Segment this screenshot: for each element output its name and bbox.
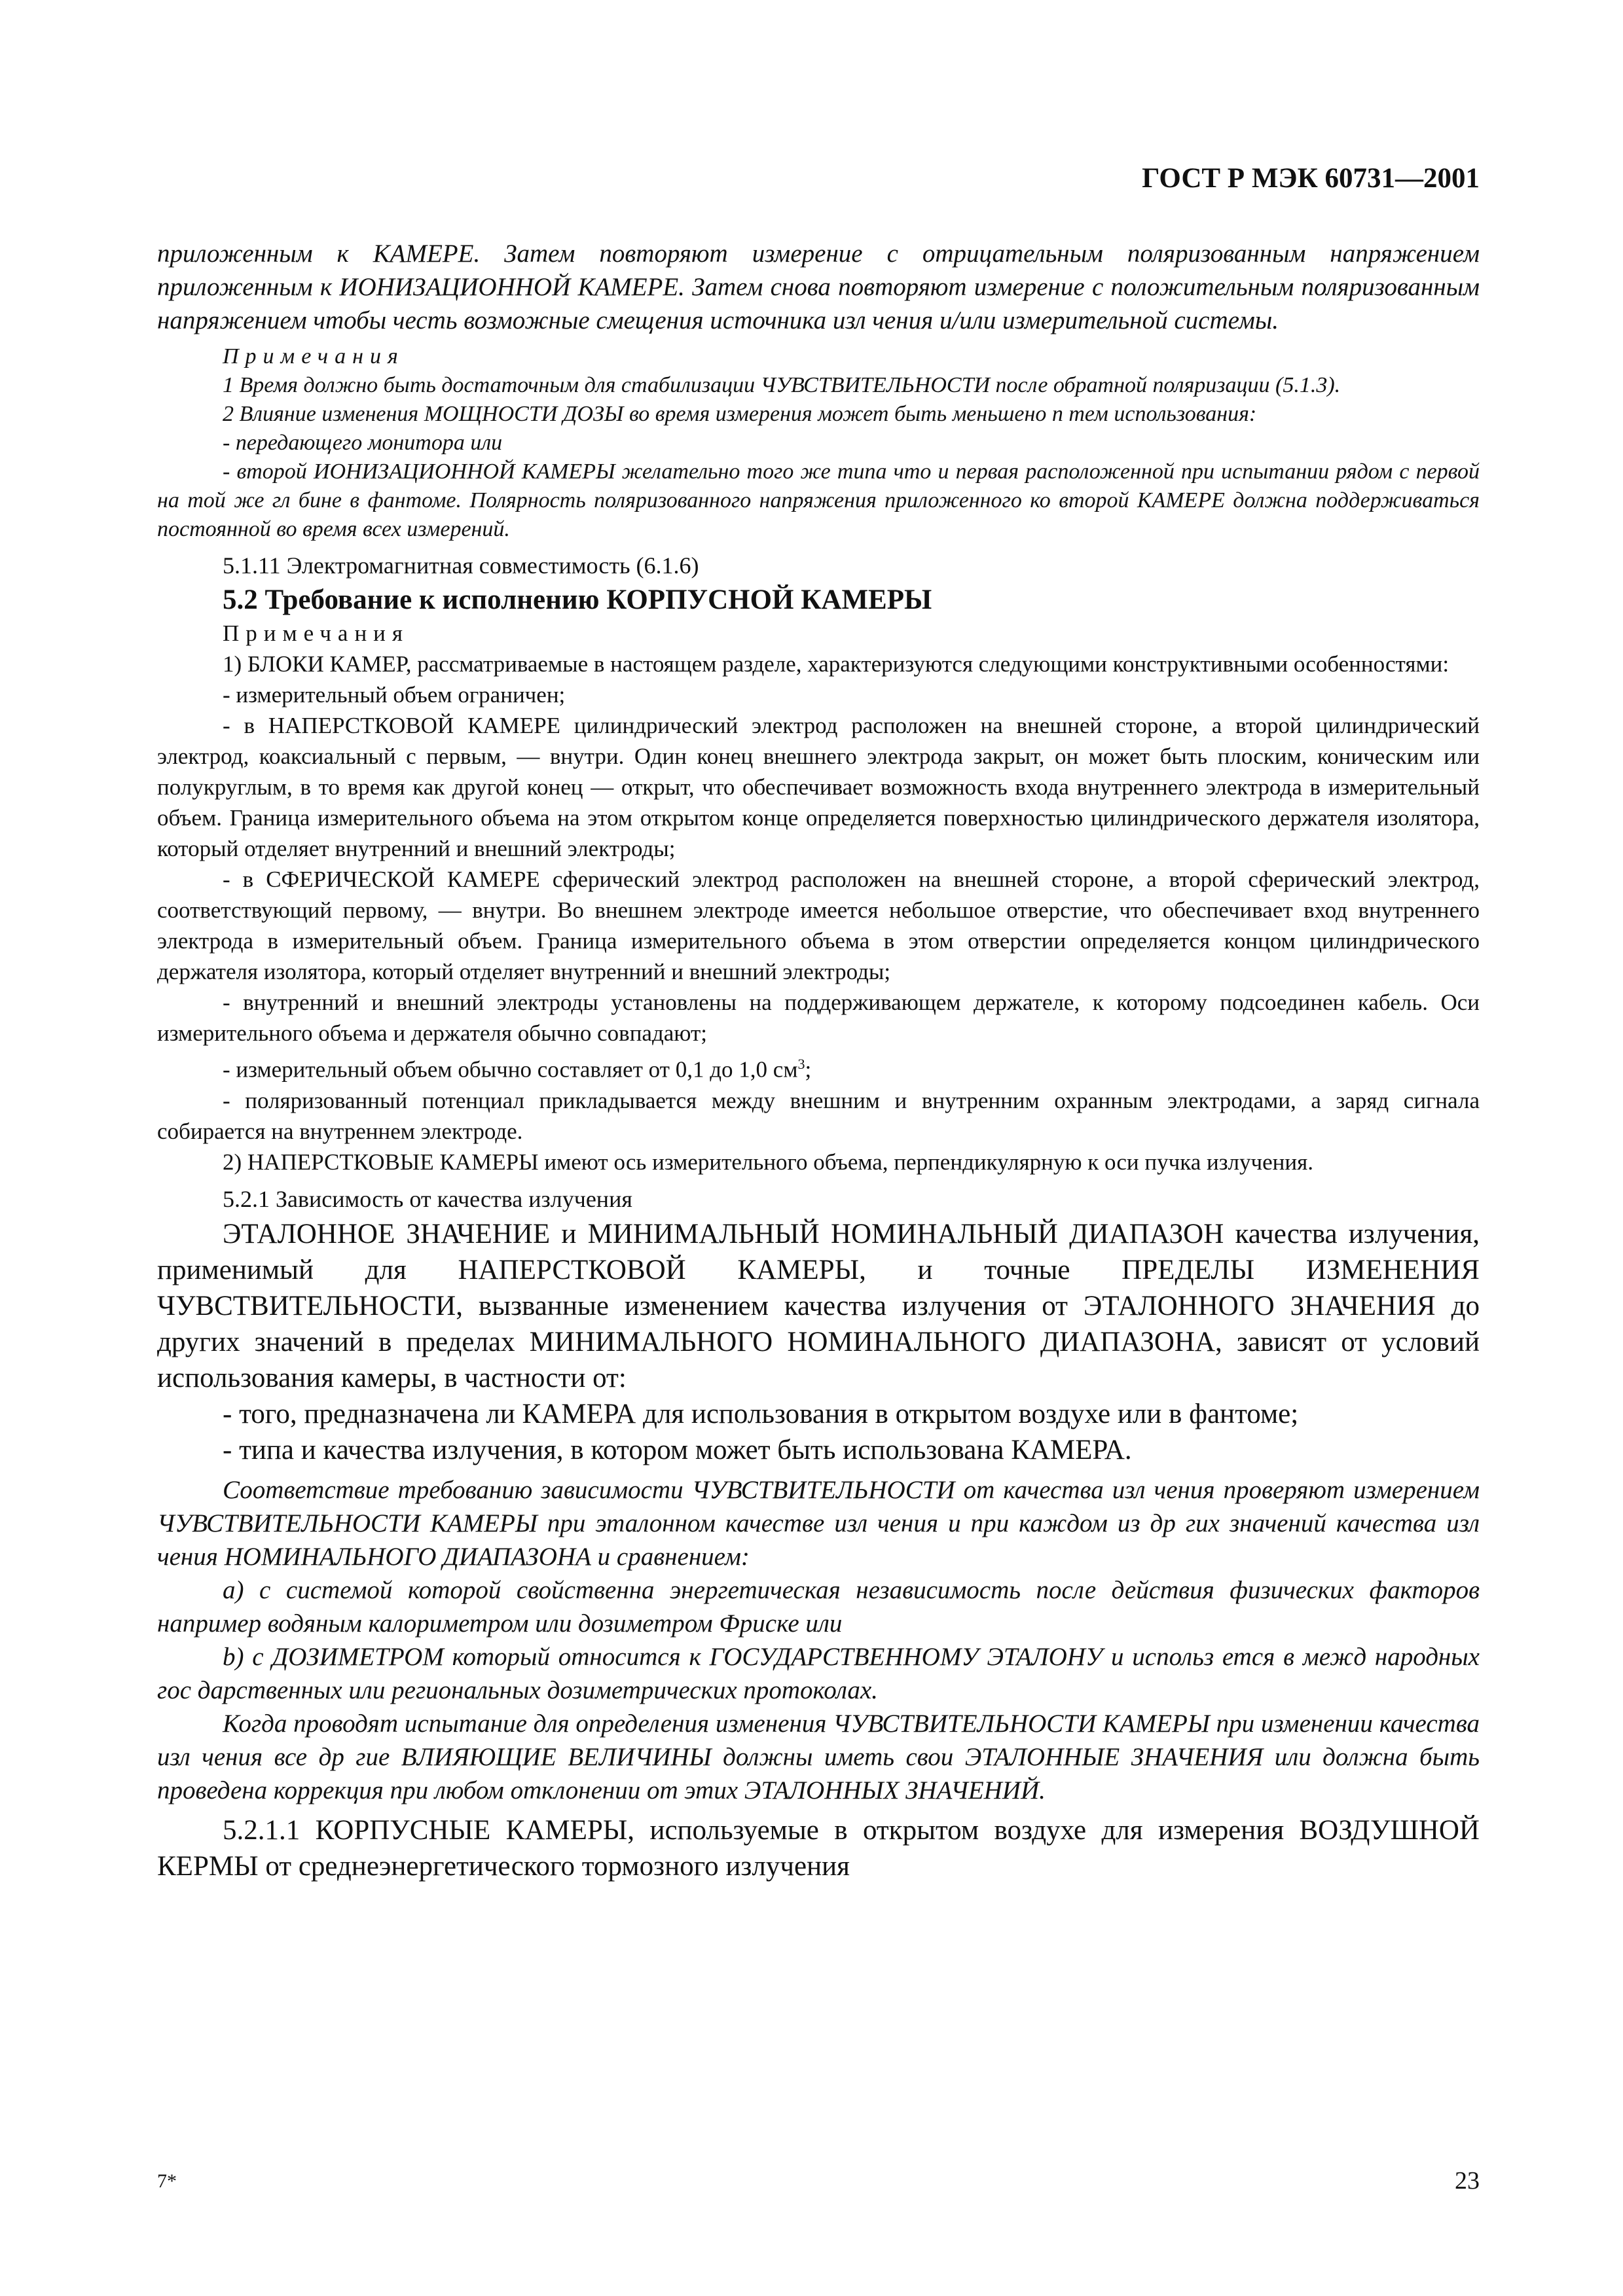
note-item-1-e [157,1049,1480,1085]
paragraph-reference-item-a: - того, предназначена ли КАМЕРА для использования в открытом воздухе или в фантоме; [223,1398,1299,1429]
paragraph-compliance: Соответствие требованию зависимости ЧУВСТВИТЕЛЬНОСТИ от качества изл чения проверяют измерением ЧУВСТВИТЕЛЬНОСТИ КАМЕРЫ при эталонном качестве изл чения и при каждом из др гих значений качества изл чения НОМИНАЛЬНОГО ДИАПАЗОНА и сравнением: [157,1475,1480,1571]
paragraph-reference-value: ЭТАЛОННОЕ ЗНАЧЕНИЕ и МИНИМАЛЬНЫЙ НОМИНАЛЬНЫЙ ДИАПАЗОН качества излучения, применимый для НАПЕРСТКОВОЙ КАМЕРЫ, и точные ПРЕДЕЛЫ ИЗМЕНЕНИЯ ЧУВСТВИТЕЛЬНОСТИ, вызванные изменением качества излучения от ЭТАЛОННОГО ЗНАЧЕНИЯ до других значений в пределах МИНИМАЛЬНОГО НОМИНАЛЬНОГО ДИАПАЗОНА, зависят от условий использования камеры, в частности от: [157,1218,1480,1393]
paragraph-compliance-a: a) с системой которой свойственна энергетическая независимость после действия физических факторов например водяным калориметром или дозиметром Фриске или [157,1575,1480,1638]
note-item-1-f: - поляризованный потенциал прикладывается между внешним и внутренним охранным электродами, а заряд сигнала собирается на внутреннем электроде. [157,1087,1480,1144]
note-item-1: 1) БЛОКИ КАМЕР, рассматриваемые в настоящем разделе, характеризуются следующими конструктивными особенностями: [223,651,1450,677]
note-item-2: 2) НАПЕРСТКОВЫЕ КАМЕРЫ имеют ось измерительного объема, перпендикулярную к оси пучка излучения. [223,1149,1313,1175]
document-body [157,237,1480,1884]
note-item-1-a: - измерительный объем ограничен; [223,682,566,708]
page-number: 23 [1455,2167,1480,2195]
section-5-2-1: 5.2.1 Зависимость от качества излучения [223,1185,632,1212]
paragraph-compliance-b: b) с ДОЗИМЕТРОМ который относится к ГОСУДАРСТВЕННОМУ ЭТАЛОНУ и использ ется в межд народных гос дарственных или региональных дозиметрических протоколах. [157,1642,1480,1704]
paragraph-influence: Когда проводят испытание для определения изменения ЧУВСТВИТЕЛЬНОСТИ КАМЕРЫ при изменении качества изл чения все др гие ВЛИЯЮЩИЕ ВЕЛИЧИНЫ должны иметь свои ЭТАЛОННЫЕ ЗНАЧЕНИЯ или должна быть проведена коррекция при любом отклонении от этих ЭТАЛОННЫХ ЗНАЧЕНИЙ. [157,1709,1480,1804]
superscript-3: 3 [797,1056,805,1072]
note-2-item-b: - второй ИОНИЗАЦИОННОЙ КАМЕРЫ желательно того же типа что и первая расположенной при испытании рядом с первой на той же гл бине в фантоме. Полярность поляризованного напряжения приложенного ко второй КАМЕРЕ должна поддерживаться постоянной во время всех измерений. [157,459,1480,541]
note-1: 1 Время должно быть достаточным для стабилизации ЧУВСТВИТЕЛЬНОСТИ после обратной поляризации (5.1.3). [223,373,1341,397]
paragraph-continuation: приложенным к КАМЕРЕ. Затем повторяют измерение с отрицательным поляризованным напряжением приложенным к ИОНИЗАЦИОННОЙ КАМЕРЕ. Затем снова повторяют измерение с положительным поляризованным напряжением чтобы честь возможные смещения источника изл чения и/или измерительной системы. [157,240,1480,334]
note-2: 2 Влияние изменения МОЩНОСТИ ДОЗЫ во время измерения может быть меньшено п тем использования: [223,402,1257,426]
sheet-mark: 7* [157,2170,177,2192]
note-item-1-b: - в НАПЕРСТКОВОЙ КАМЕРЕ цилиндрический электрод расположен на внешней стороне, а второй цилиндрический электрод, коаксиальный с первым, — внутри. Один конец внешнего электрода закрыт, он может быть плоским, коническим или полукруглым, в то время как другой конец — открыт, что обеспечивает возможность входа внутреннего электрода в измерительный объем. Граница измерительного объема на этом открытом конце определяется поверхностью цилиндрического держателя изолятора, который отделяет внутренний и внешний электроды; [157,713,1480,861]
notes-title: Примечания [223,344,405,368]
note-item-1-c: - в СФЕРИЧЕСКОЙ КАМЕРЕ сферический электрод расположен на внешней стороне, а второй сферический электрод, соответствующий первому, — внутри. Во внешнем электроде имеется небольшое отверстие, что обеспечивает вход внутреннего электрода в измерительный объем. Граница измерительного объема в этом отверстии определяется концом цилиндрического держателя изолятора, который отделяет внутренний и внешний электроды; [157,867,1480,984]
notes-title-2: Примечания [223,620,410,646]
paragraph-reference-item-b: - типа и качества излучения, в котором может быть использована КАМЕРА. [223,1434,1132,1465]
note-2-item-a: - передающего монитора или [223,431,503,455]
section-5-2-1-1: 5.2.1.1 КОРПУСНЫЕ КАМЕРЫ, используемые в открытом воздухе для измерения ВОЗДУШНОЙ КЕРМЫ от среднеэнергетического тормозного излучения [157,1814,1480,1882]
document-code-header: ГОСТ Р МЭК 60731—2001 [1142,163,1480,194]
note-item-1-e-text: - измерительный объем обычно составляет от 0,1 до 1,0 см [223,1056,798,1083]
section-5-2-heading: 5.2 Требование к исполнению КОРПУСНОЙ КАМЕРЫ [223,584,932,615]
section-5-1-11: 5.1.11 Электромагнитная совместимость (6.1.6) [223,552,699,579]
note-item-1-d: - внутренний и внешний электроды установлены на поддерживающем держателе, к которому подсоединен кабель. Оси измерительного объема и держателя обычно совпадают; [157,990,1480,1046]
note-item-1-e-end: ; [805,1056,812,1083]
